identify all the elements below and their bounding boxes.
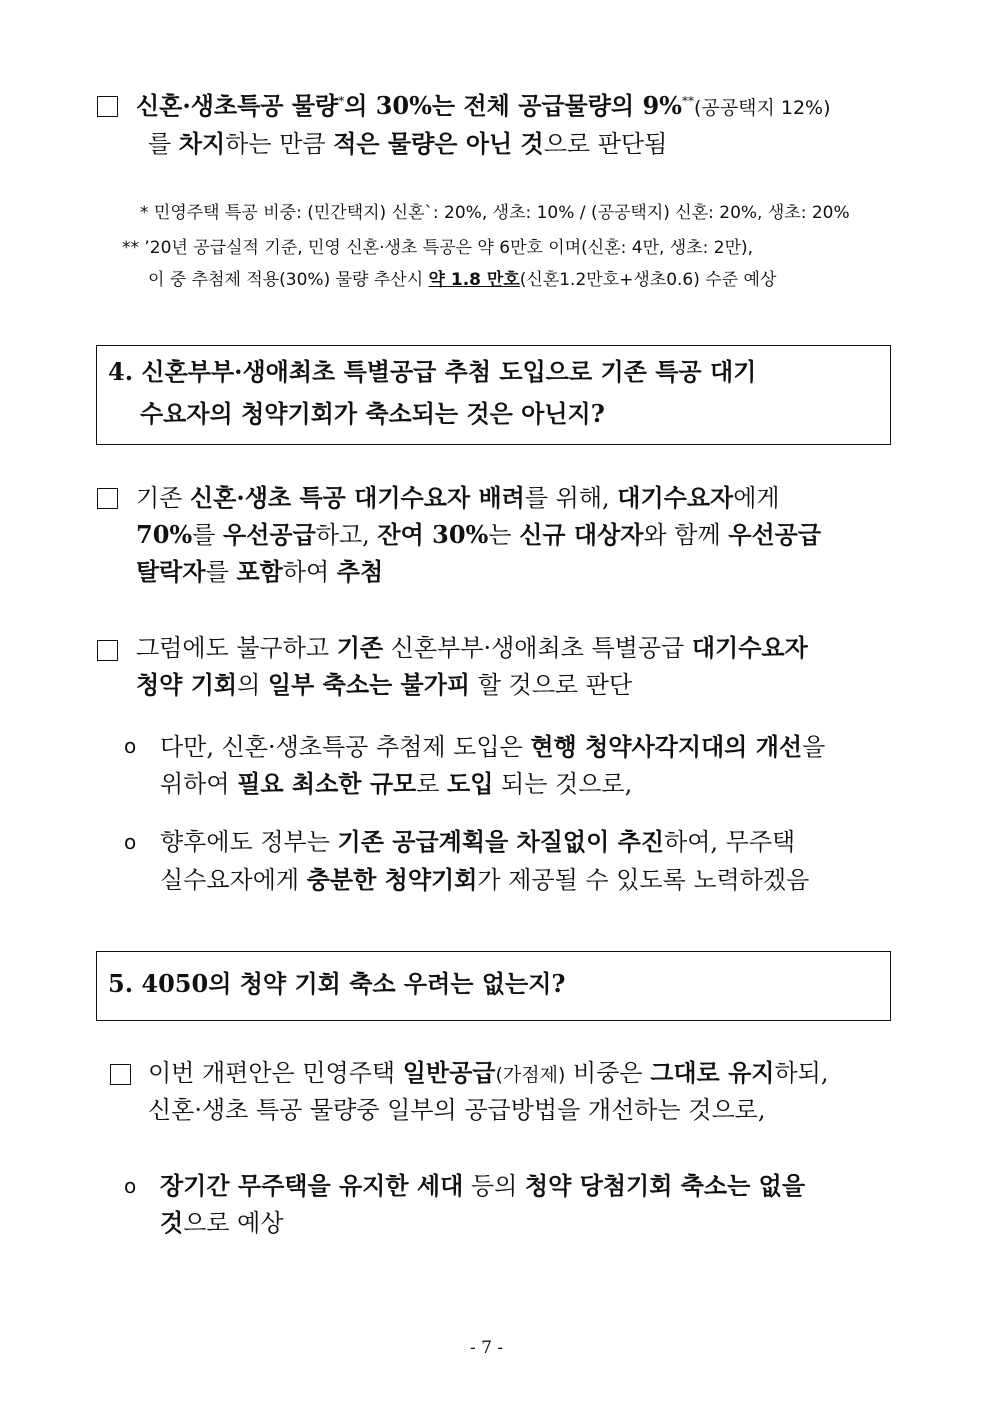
question-title: 5. 4050의 청약 기회 축소 우려는 없는지? — [108, 969, 566, 998]
question-title: 4. 신혼부부·생애최초 특별공급 추첨 도입으로 기존 특공 대기 — [108, 357, 757, 386]
paragraph-line: 장기간 무주택을 유지한 세대 등의 청약 당첨기회 축소는 없을 — [160, 1171, 806, 1200]
circle-bullet: o — [124, 1174, 137, 1198]
checkbox-bullet — [97, 96, 118, 117]
paragraph-line: 향후에도 정부는 기존 공급계획을 차질없이 추진하여, 무주택 — [160, 827, 796, 856]
paragraph-line: 신혼·생초특공 물량*의 30%는 전체 공급물량의 9%**(공공택지 12%) — [136, 91, 831, 120]
paragraph-line: 기존 신혼·생초 특공 대기수요자 배려를 위해, 대기수요자에게 — [136, 483, 780, 512]
paragraph-line: 그럼에도 불구하고 기존 신혼부부·생애최초 특별공급 대기수요자 — [136, 633, 808, 662]
paragraph-line: 실수요자에게 충분한 청약기회가 제공될 수 있도록 노력하겠음 — [160, 865, 810, 894]
footnote: 이 중 추첨제 적용(30%) 물량 추산시 약 1.8 만호(신혼1.2만호+생초0.6) 수준 예상 — [148, 270, 777, 290]
paragraph-line: 청약 기회의 일부 축소는 불가피 할 것으로 판단 — [136, 670, 633, 699]
page-number: - 7 - — [470, 1338, 504, 1358]
checkbox-bullet — [110, 1064, 131, 1085]
paragraph-line: 신혼·생초 특공 물량중 일부의 공급방법을 개선하는 것으로, — [148, 1096, 766, 1124]
paragraph-line: 를 차지하는 만큼 적은 물량은 아닌 것으로 판단됨 — [148, 129, 668, 158]
circle-bullet: o — [124, 734, 137, 758]
checkbox-bullet — [97, 640, 118, 661]
paragraph-line: 탈락자를 포함하여 추첨 — [136, 557, 384, 586]
paragraph-line: 이번 개편안은 민영주택 일반공급(가점제) 비중은 그대로 유지하되, — [148, 1058, 829, 1087]
paragraph-line: 다만, 신혼·생초특공 추첨제 도입은 현행 청약사각지대의 개선을 — [160, 732, 826, 761]
paragraph-line: 위하여 필요 최소한 규모로 도입 되는 것으로, — [160, 769, 633, 798]
footnote: * 민영주택 특공 비중: (민간택지) 신혼`: 20%, 생초: 10% / (공공택지) 신혼: 20%, 생초: 20% — [140, 203, 850, 223]
checkbox-bullet — [97, 488, 118, 509]
footnote: ** ’20년 공급실적 기준, 민영 신혼·생초 특공은 약 6만호 이며(신혼: 4만, 생초: 2만), — [122, 238, 754, 258]
paragraph-line: 70%를 우선공급하고, 잔여 30%는 신규 대상자와 함께 우선공급 — [136, 520, 822, 549]
paragraph-line: 것으로 예상 — [160, 1208, 284, 1237]
question-title: 수요자의 청약기회가 축소되는 것은 아닌지? — [140, 399, 605, 428]
circle-bullet: o — [124, 830, 137, 854]
